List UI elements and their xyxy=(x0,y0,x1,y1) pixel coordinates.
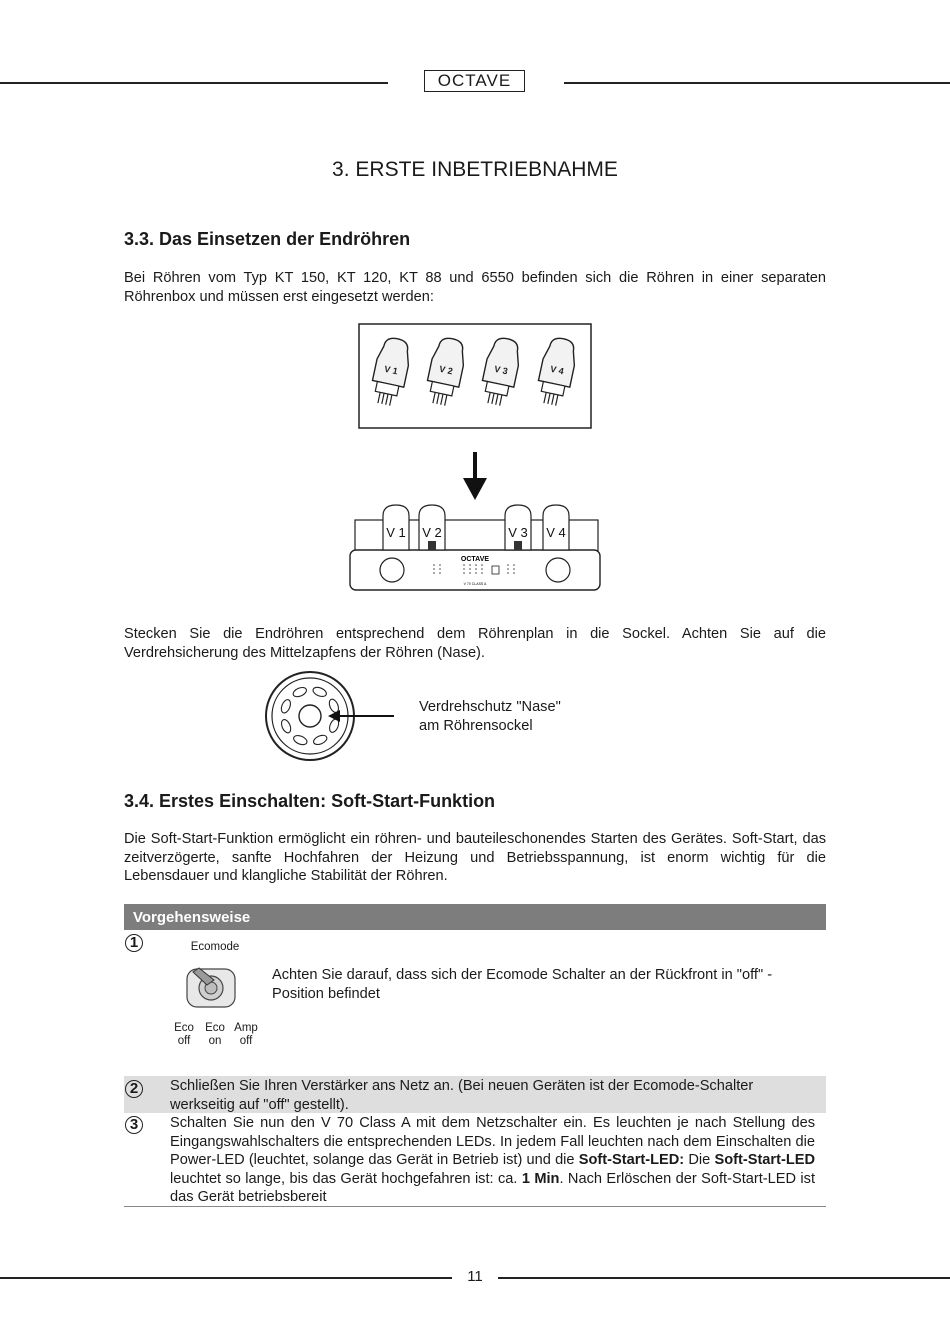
toggle-switch-icon xyxy=(184,966,244,1016)
step-1-text: Achten Sie darauf, dass sich der Ecomode Schalter an der Rückfront in "off" - Position befindet xyxy=(272,967,773,1002)
tube-pin xyxy=(556,395,558,406)
section-34-intro: Die Soft-Start-Funktion ermöglicht ein röhren- und bauteileschonendes Starten des Gerätes. Soft-Start, das zeitverzögerte, sanfte Hochfahren der Heizung und Betriebsspannung, ist enorm wichtig für die Lebensdauer und klangliche Stabilität der Röhren. xyxy=(124,831,826,884)
tube-pin xyxy=(492,393,494,404)
page-number: 11 xyxy=(467,1268,483,1285)
amp-led xyxy=(513,568,515,570)
tube-pin xyxy=(382,393,384,404)
tube-pin xyxy=(544,392,546,403)
step-3-text xyxy=(170,1114,815,1207)
tube-pin xyxy=(437,393,439,404)
amp-led xyxy=(433,564,435,566)
tube-pin xyxy=(445,395,447,406)
section-33-intro: Bei Röhren vom Typ KT 150, KT 120, KT 88 und 6550 befinden sich die Röhren in einer separaten Röhrenbox und müssen erst eingesetzt werden: xyxy=(124,270,826,305)
position-eco-off-line2: off xyxy=(177,1035,191,1047)
loose-tube-4 xyxy=(534,335,579,407)
step-3-bold-c: 1 Min xyxy=(521,1170,560,1187)
socket-caption-line1: Verdrehschutz "Nase" xyxy=(419,699,561,715)
tube-pin xyxy=(386,394,388,405)
amp-led xyxy=(469,564,471,566)
tube-pin xyxy=(500,395,502,406)
amp-led xyxy=(439,568,441,570)
octave-logo: OCTAVE xyxy=(424,70,525,92)
amp-led xyxy=(507,568,509,570)
tube-pin xyxy=(548,393,550,404)
step-1-number: 1 xyxy=(125,934,143,952)
position-eco-on-line1: Eco xyxy=(205,1022,225,1034)
position-amp-off-line2: off xyxy=(239,1035,253,1047)
amp-led xyxy=(507,564,509,566)
tube-pin xyxy=(488,392,490,403)
amp-led xyxy=(513,572,515,574)
step-3-number: 3 xyxy=(125,1116,143,1134)
position-amp-off-line1: Amp xyxy=(234,1022,258,1034)
loose-tube-1 xyxy=(368,335,413,407)
loose-tube-label: V 3 xyxy=(493,363,509,377)
amp-led xyxy=(469,572,471,574)
socket-caption-line2: am Röhrensockel xyxy=(419,717,533,734)
amp-logo: OCTAVE xyxy=(460,556,490,563)
tube-glass xyxy=(538,335,579,387)
step-3-text-d: . Nach Erlöschen der Soft-Start-LED ist das Gerät betriebsbereit xyxy=(170,1170,816,1205)
position-amp-off xyxy=(230,1022,262,1048)
tube-glass xyxy=(482,335,523,387)
tube-glass xyxy=(372,335,413,387)
step-3-bold-b: Soft-Start-LED xyxy=(714,1152,816,1168)
position-eco-off xyxy=(168,1022,200,1048)
socket-caption xyxy=(419,698,561,735)
tube-pin xyxy=(496,394,498,405)
position-eco-on-line2: on xyxy=(208,1035,222,1047)
amp-led xyxy=(433,572,435,574)
step-3-text-b: Die xyxy=(684,1152,715,1168)
amp-led xyxy=(481,572,483,574)
loose-tube-3 xyxy=(478,335,523,407)
mounted-tube-label: V 3 xyxy=(508,525,528,540)
footer-rule-right xyxy=(498,1277,950,1279)
step-3-bold-a: Soft-Start-LED: xyxy=(578,1152,685,1168)
amp-led xyxy=(439,572,441,574)
amp-led xyxy=(463,568,465,570)
ecomode-label: Ecomode xyxy=(190,941,240,953)
chapter-title: 3. ERSTE INBETRIEBNAHME xyxy=(332,158,618,181)
tube-pin xyxy=(390,395,392,406)
amp-knob-left xyxy=(380,558,404,582)
loose-tube-2 xyxy=(423,335,468,407)
mounted-tube-label: V 4 xyxy=(546,525,566,540)
position-eco-off-line1: Eco xyxy=(174,1022,194,1034)
tube-pin xyxy=(441,394,443,405)
step-2-number: 2 xyxy=(125,1080,143,1098)
loose-tube-label: V 1 xyxy=(383,363,399,377)
section-33-instruction: Stecken Sie die Endröhren entsprechend dem Röhrenplan in die Sockel. Achten Sie auf die Verdrehsicherung des Mittelzapfens der Röhren (Nase). xyxy=(124,626,826,661)
amp-led xyxy=(481,568,483,570)
amp-model: V 70 CLASS A xyxy=(463,582,487,586)
procedure-header: Vorgehensweise xyxy=(124,904,826,930)
amp-led xyxy=(513,564,515,566)
amp-led xyxy=(507,572,509,574)
tube-pin xyxy=(378,392,380,403)
amp-led xyxy=(475,572,477,574)
mounted-tube-label: V 1 xyxy=(386,525,406,540)
step-3-text-a: Schalten Sie nun den V 70 Class A mit dem Netzschalter ein. Es leuchten je nach Stellung des Eingangswahlschalters die entsprechenden LEDs. In jedem Fall leuchten nach dem Einschalten die Power-LED (leuchtet, solange das Gerät in Betrieb ist) und die xyxy=(170,1115,815,1168)
step-2-text: Schließen Sie Ihren Verstärker ans Netz an. (Bei neuen Geräten ist der Ecomode-Schalter werkseitig auf "off" gestellt). xyxy=(170,1078,754,1113)
tube-glass xyxy=(427,335,468,387)
socket-center xyxy=(299,705,321,727)
amp-led xyxy=(481,564,483,566)
amp-knob-right xyxy=(546,558,570,582)
section-34-title: 3.4. Erstes Einschalten: Soft-Start-Funktion xyxy=(124,791,496,811)
amp-led xyxy=(463,564,465,566)
loose-tube-label: V 4 xyxy=(549,363,565,377)
step-3-text-c: leuchtet so lange, bis das Gerät hochgefahren ist: ca. xyxy=(170,1170,522,1187)
driver-tube xyxy=(514,541,522,550)
amp-led xyxy=(475,568,477,570)
table-bottom-rule xyxy=(124,1206,826,1207)
tube-pin xyxy=(433,392,435,403)
amp-led xyxy=(475,564,477,566)
position-eco-on xyxy=(199,1022,231,1048)
tube-pin xyxy=(552,394,554,405)
footer-rule-left xyxy=(0,1277,452,1279)
loose-tube-label: V 2 xyxy=(438,363,454,377)
amp-led xyxy=(433,568,435,570)
driver-tube xyxy=(428,541,436,550)
amp-led xyxy=(463,572,465,574)
amp-led xyxy=(439,564,441,566)
section-33-title: 3.3. Das Einsetzen der Endröhren xyxy=(124,229,411,249)
mounted-tube-label: V 2 xyxy=(422,525,442,540)
amp-led xyxy=(469,568,471,570)
